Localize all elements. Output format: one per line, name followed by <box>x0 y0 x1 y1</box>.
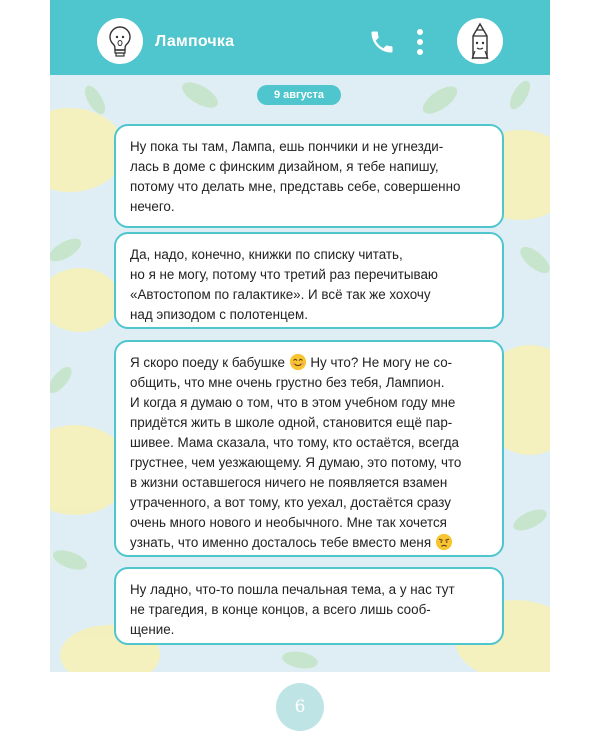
pencil-avatar-icon <box>457 18 503 64</box>
contact-avatar[interactable] <box>97 18 143 64</box>
message-line: Ну пока ты там, Лампа, ешь пончики и не угнезди- <box>130 139 444 154</box>
message-line: «Автостопом по галактике». И всё так же хохочу <box>130 287 431 302</box>
more-vertical-icon[interactable] <box>416 28 424 56</box>
message-line <box>130 533 488 553</box>
message-line: но я не могу, потому что третий раз перечитываю <box>130 267 438 282</box>
date-badge: 9 августа <box>257 85 341 105</box>
user-avatar[interactable] <box>457 18 503 64</box>
page-number: 6 <box>276 683 324 731</box>
message-line: не трагедия, в конце концов, а всего лишь сооб- <box>130 602 431 617</box>
lightbulb-avatar-icon <box>97 18 143 64</box>
message-line: придётся жить в школе одной, становится ещё пар- <box>130 415 453 430</box>
message-line: общить, что мне очень грустно без тебя, Лампион. <box>130 375 445 390</box>
message-line: над эпизодом с полотенцем. <box>130 307 308 322</box>
message-line: в жизни оставшегося ничего не появляется взамен <box>130 475 448 490</box>
message-bubble[interactable] <box>114 232 504 329</box>
message-line <box>130 353 488 373</box>
message-line: щение. <box>130 622 175 637</box>
message-line: Да, надо, конечно, книжки по списку читать, <box>130 247 403 262</box>
message-text: узнать, что именно досталось тебе вместо меня <box>130 535 432 550</box>
message-line: И когда я думаю о том, что в этом учебном году мне <box>130 395 456 410</box>
contact-name[interactable]: Лампочка <box>155 33 235 50</box>
message-line: нечего. <box>130 199 175 214</box>
sulking-face-emoji-icon <box>435 533 453 551</box>
message-line: Ну ладно, что-то пошла печальная тема, а у нас тут <box>130 582 455 597</box>
message-text: Ну что? Не могу не со- <box>310 355 453 370</box>
message-bubble[interactable] <box>114 124 504 228</box>
message-line: лась в доме с финским дизайном, я тебе напишу, <box>130 159 439 174</box>
chat-screen <box>50 0 550 672</box>
chat-header <box>50 0 550 75</box>
smiling-face-emoji-icon <box>289 353 307 371</box>
message-line: шивее. Мама сказала, что тому, кто остаётся, всегда <box>130 435 459 450</box>
message-bubble[interactable] <box>114 567 504 645</box>
message-line: грустнее, чем уезжающему. Я думаю, это потому, что <box>130 455 462 470</box>
phone-icon[interactable] <box>368 28 396 56</box>
message-line: очень много нового и необычного. Мне так хочется <box>130 515 447 530</box>
message-text: Я скоро поеду к бабушке <box>130 355 285 370</box>
message-bubble[interactable] <box>114 340 504 557</box>
message-line: потому что делать мне, представь себе, совершенно <box>130 179 461 194</box>
message-line: утраченного, а вот тому, кто уехал, достаётся сразу <box>130 495 451 510</box>
